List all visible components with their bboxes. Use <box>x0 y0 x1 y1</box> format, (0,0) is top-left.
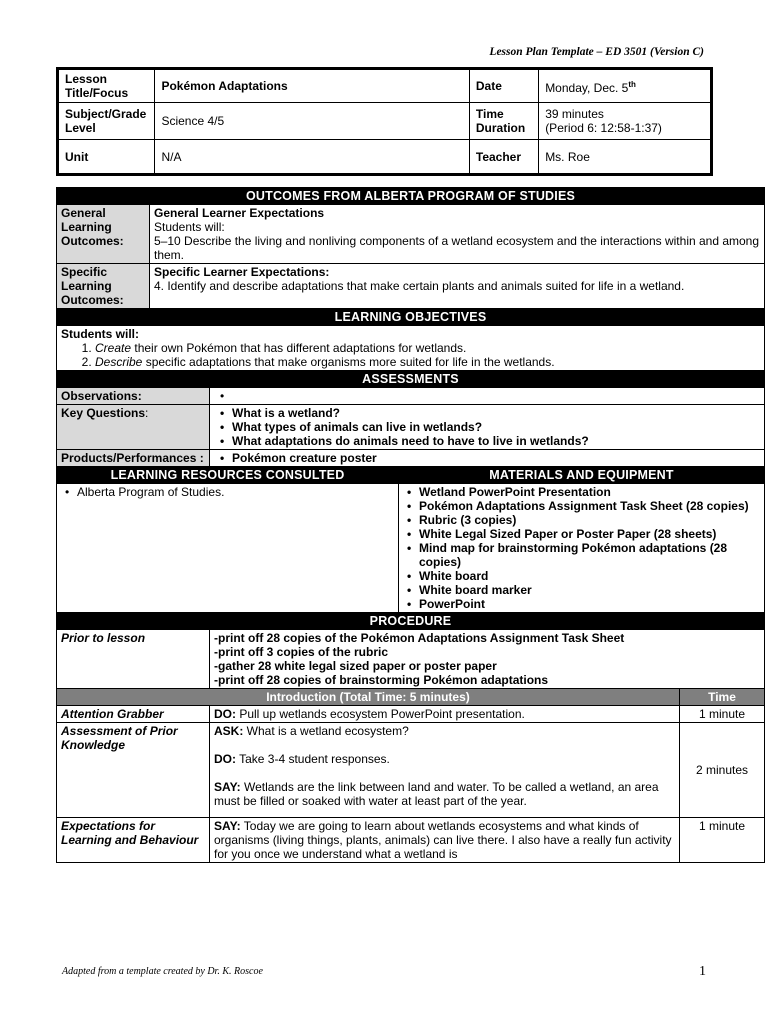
objectives-content: Students will: 1. Create their own Pokémon that has different adaptations for wetlands. 2. Describe specific adaptations that make organisms more suited for life in the wetlands. <box>57 326 765 371</box>
subject-label: Subject/Grade Level <box>58 103 155 140</box>
time-value: 39 minutes (Period 6: 12:58-1:37) <box>539 103 712 140</box>
prior-knowledge-time: 2 minutes <box>680 723 765 818</box>
lesson-info-table <box>56 67 713 176</box>
prior-to-lesson-label: Prior to lesson <box>57 630 210 689</box>
subject-value: Science 4/5 <box>155 103 469 140</box>
teacher-label: Teacher <box>469 140 538 175</box>
unit-value: N/A <box>155 140 469 175</box>
teacher-value: Ms. Roe <box>539 140 712 175</box>
products-label: Products/Performances : <box>57 450 210 467</box>
lesson-title-value: Pokémon Adaptations <box>155 69 469 103</box>
date-value: Monday, Dec. 5th <box>539 69 712 103</box>
date-label: Date <box>469 69 538 103</box>
resources-list: • Alberta Program of Studies. <box>57 484 399 613</box>
outcomes-heading: OUTCOMES FROM ALBERTA PROGRAM OF STUDIES <box>57 188 765 205</box>
attention-grabber-time: 1 minute <box>680 706 765 723</box>
unit-label: Unit <box>58 140 155 175</box>
prior-to-lesson-list: -print off 28 copies of the Pokémon Adaptations Assignment Task Sheet -print off 3 copies of the rubric -gather 28 white legal sized paper or poster paper -print off 28 copies of brainstorming Pokémon adaptations <box>210 630 765 689</box>
lesson-title-label: Lesson Title/Focus <box>58 69 155 103</box>
observations-content <box>210 388 765 405</box>
time-label: Time Duration <box>469 103 538 140</box>
objective-item: 2. Describe specific adaptations that make organisms more suited for life in the wetlands. <box>95 355 760 369</box>
general-outcomes-label: General Learning Outcomes: <box>57 205 150 264</box>
time-column-heading: Time <box>680 689 765 706</box>
footer-credit: Adapted from a template created by Dr. K. Roscoe <box>62 966 263 977</box>
expectations-time: 1 minute <box>680 818 765 863</box>
prior-knowledge-label: Assessment of Prior Knowledge <box>57 723 210 818</box>
expectations-label: Expectations for Learning and Behaviour <box>57 818 210 863</box>
lesson-body-table <box>56 187 765 863</box>
key-questions-label: Key Questions: <box>57 405 210 450</box>
specific-outcomes-label: Specific Learning Outcomes: <box>57 264 150 309</box>
prior-knowledge-content: ASK: What is a wetland ecosystem? DO: Take 3-4 student responses. SAY: Wetlands are the link between land and water. To be called a wetland, an area must be filled or soaked with water at least part of the year. <box>210 723 680 818</box>
resources-heading: LEARNING RESOURCES CONSULTED <box>57 467 399 484</box>
key-questions-list: • What is a wetland? • What types of animals can live in wetlands? • What adaptations do animals need to have to live in wetlands? <box>210 405 765 450</box>
objectives-heading: LEARNING OBJECTIVES <box>57 309 765 326</box>
template-title: Lesson Plan Template – ED 3501 (Version C) <box>489 46 704 58</box>
products-list: • Pokémon creature poster <box>210 450 765 467</box>
materials-list: • Wetland PowerPoint Presentation • Pokémon Adaptations Assignment Task Sheet (28 copies) • Rubric (3 copies) • White Legal Sized Paper or Poster Paper (28 sheets) • Mind map for brainstorming Pokémon adaptations (28 copies) • White board • White board marker • PowerPoint <box>399 484 765 613</box>
objective-item: 1. Create their own Pokémon that has different adaptations for wetlands. <box>95 341 760 355</box>
observations-label: Observations: <box>57 388 210 405</box>
attention-grabber-label: Attention Grabber <box>57 706 210 723</box>
general-outcomes-content: General Learner Expectations Students will: 5–10 Describe the living and nonliving components of a wetland ecosystem and the interactions within and among them. <box>150 205 765 264</box>
materials-heading: MATERIALS AND EQUIPMENT <box>399 467 765 484</box>
introduction-heading: Introduction (Total Time: 5 minutes) <box>57 689 680 706</box>
assessments-heading: ASSESSMENTS <box>57 371 765 388</box>
specific-outcomes-content: Specific Learner Expectations: 4. Identify and describe adaptations that make certain plants and animals suited for life in a wetland. <box>150 264 765 309</box>
attention-grabber-content: DO: Pull up wetlands ecosystem PowerPoint presentation. <box>210 706 680 723</box>
page-number: 1 <box>699 964 706 979</box>
procedure-heading: PROCEDURE <box>57 613 765 630</box>
expectations-content: SAY: Today we are going to learn about wetlands ecosystems and what kinds of organisms (living things, plants, animals) can live there. I also have a really fun activity for you once we understand what a wetland is <box>210 818 680 863</box>
